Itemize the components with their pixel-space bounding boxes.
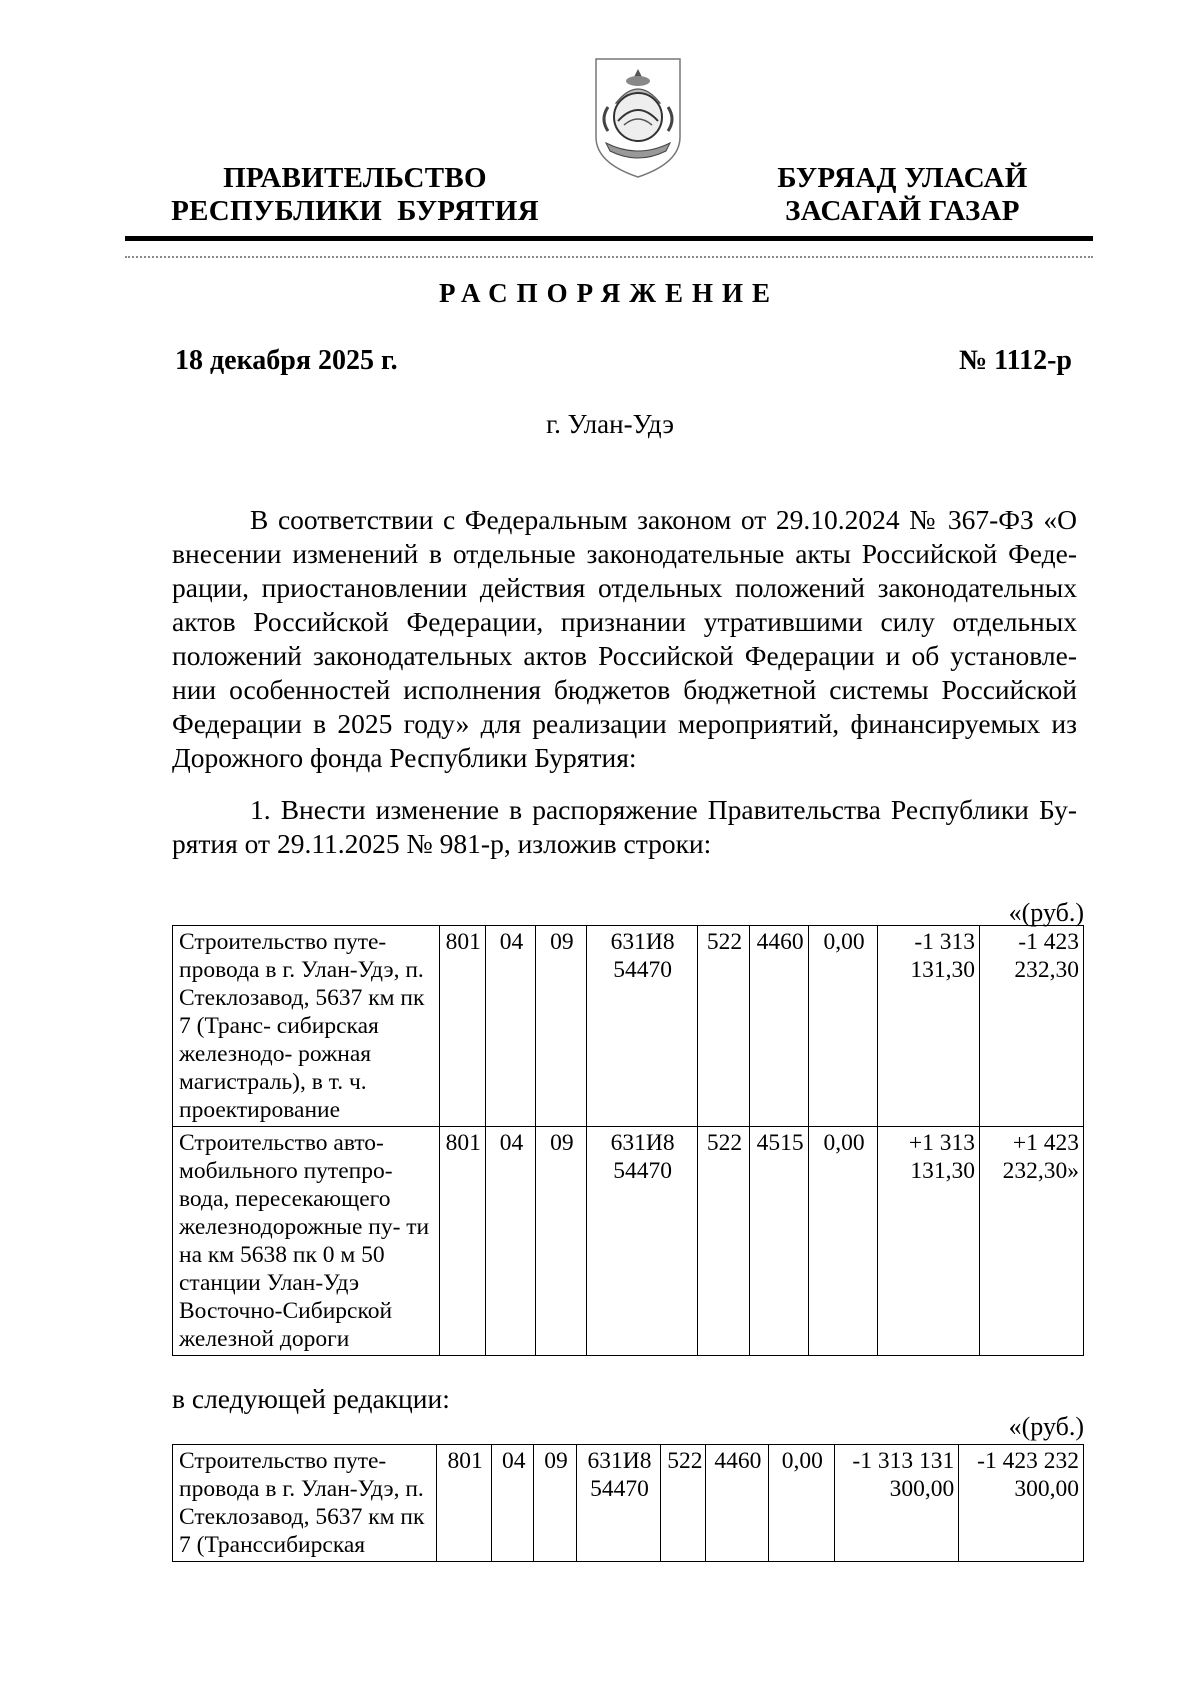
table-row (173, 1445, 1084, 1562)
table-cell-name: Строительство путе- провода в г. Улан-Удэ, п. Стеклозавод, 5637 км пк 7 (Транссибирская (173, 1445, 437, 1562)
preamble-line: внесении изменений в отдельные законодательные акты Российской Феде- (172, 538, 1077, 569)
preamble-line: нии особенностей исполнения бюджетов бюджетной системы Российской (172, 674, 1077, 705)
table-cell-amount: -1 313 131 300,00 (834, 1445, 959, 1562)
document-number: № 1112-р (959, 345, 1072, 376)
document-title: РАСПОРЯЖЕНИЕ (438, 278, 780, 308)
preamble-line: положений законодательных актов Российской Федерации и об установле- (172, 640, 1077, 671)
preamble-line: В соответствии с Федеральным законом от 29.10.2024 № 367-ФЗ «О (250, 504, 1077, 535)
preamble-line: актов Российской Федерации, признании утратившими силу отдельных (172, 606, 1077, 637)
clause-1-paragraph (172, 793, 1077, 861)
table-cell: 801 (437, 1445, 492, 1562)
table-row (173, 1127, 1084, 1356)
clause-line: рятия от 29.11.2025 № 981-р, изложив строки: (172, 828, 712, 859)
preamble-paragraph (172, 503, 1077, 775)
header-right-line-1: БУРЯАД УЛАСАЙ (777, 162, 1028, 194)
header-right-line-2: ЗАСАГАЙ ГАЗАР (785, 195, 1020, 227)
preamble-line: Дорожного фонда Республики Бурятия: (172, 742, 637, 773)
table-cell-amount: -1 313 131,30 (878, 926, 980, 1127)
table-cell: 09 (536, 1127, 586, 1356)
table-row (173, 926, 1084, 1127)
budget-table-old (172, 925, 1084, 1356)
table-cell: 522 (697, 1127, 749, 1356)
table-cell: 04 (485, 1127, 535, 1356)
new-edition-caption: в следующей редакции: (172, 1383, 450, 1414)
unit-label-old: «(руб.) (1008, 898, 1084, 927)
table-cell-name: Строительство авто- мобильного путепро- вода, пересекающего железнодорожные пу- ти на км 5638 пк 0 м 50 станции Улан-Удэ Восточно-Сибирской железной дороги (173, 1127, 440, 1356)
table-cell-name: Строительство путе- провода в г. Улан-Удэ, п. Стеклозавод, 5637 км пк 7 (Транс- сибирская железнодо- рожная магистраль), в т. ч. проектирование (173, 926, 440, 1127)
table-cell: 4460 (705, 1445, 768, 1562)
table-cell: 0,00 (808, 1127, 877, 1356)
table-cell: 0,00 (808, 926, 877, 1127)
government-name-buryat (735, 162, 1070, 228)
table-cell: 09 (534, 1445, 576, 1562)
preamble-line: рации, приостановлении действия отдельных положений законодательных (172, 572, 1077, 603)
header-left-line-2: РЕСПУБЛИКИ БУРЯТИЯ (171, 195, 539, 227)
table-cell-amount: +1 313 131,30 (878, 1127, 980, 1356)
table-cell: 04 (492, 1445, 534, 1562)
header-left-line-1: ПРАВИТЕЛЬСТВО (223, 162, 487, 194)
table-cell: 04 (485, 926, 535, 1127)
table-cell: 631И8 54470 (586, 926, 697, 1127)
clause-line: 1. Внести изменение в распоряжение Правительства Республики Бу- (250, 794, 1077, 825)
header-divider-thick (125, 236, 1093, 241)
table-cell: 801 (439, 1127, 485, 1356)
table-cell: 631И8 54470 (576, 1445, 661, 1562)
table-cell-amount: -1 423 232,30 (980, 926, 1084, 1127)
coat-of-arms-icon (588, 55, 688, 181)
header-divider-thin (125, 256, 1093, 258)
table-cell: 522 (661, 1445, 705, 1562)
document-city: г. Улан-Удэ (546, 409, 674, 439)
preamble-line: Федерации в 2025 году» для реализации мероприятий, финансируемых из (172, 708, 1077, 739)
document-date: 18 декабря 2025 г. (175, 345, 398, 376)
table-cell: 522 (697, 926, 749, 1127)
table-cell: 801 (439, 926, 485, 1127)
unit-label-new: «(руб.) (1008, 1412, 1084, 1441)
table-cell-amount: -1 423 232 300,00 (959, 1445, 1084, 1562)
table-cell: 631И8 54470 (586, 1127, 697, 1356)
budget-table-new (172, 1444, 1084, 1562)
government-name-russian (160, 162, 550, 228)
table-cell: 0,00 (769, 1445, 835, 1562)
table-cell-amount: +1 423 232,30» (980, 1127, 1084, 1356)
table-cell: 4460 (750, 926, 809, 1127)
table-cell: 09 (536, 926, 586, 1127)
table-cell: 4515 (750, 1127, 809, 1356)
